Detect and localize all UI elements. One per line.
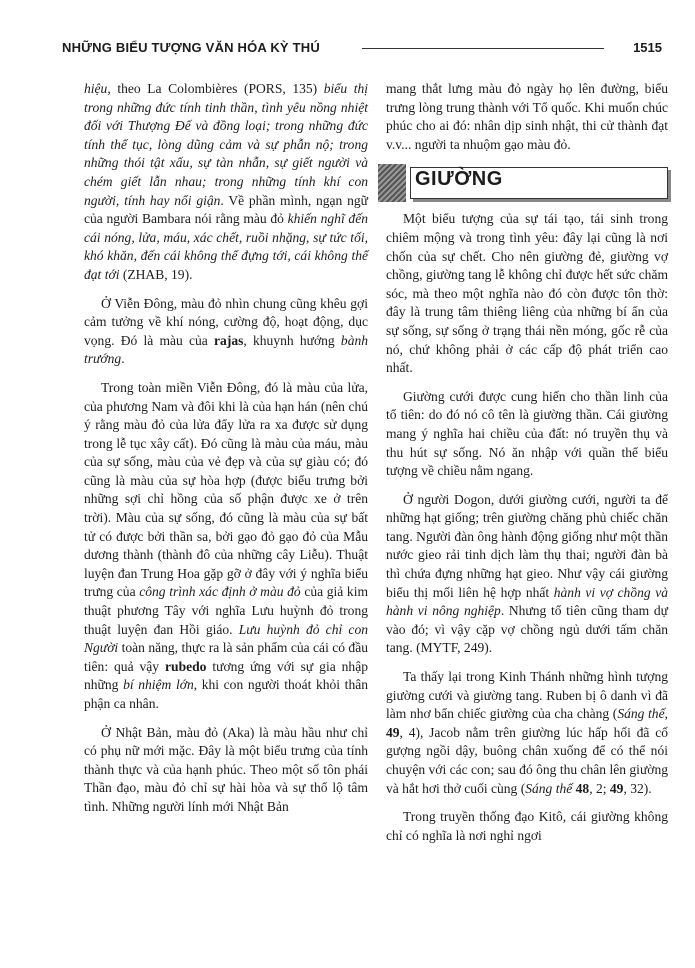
text: . Về phần mình, ngạn ngữ của người Bambara nói rằng màu đỏ (84, 192, 368, 227)
running-title: NHỮNG BIỂU TƯỢNG VĂN HÓA KỲ THÚ (62, 40, 320, 55)
bold-term: 48 (575, 780, 590, 796)
italic-text: khiến nghĩ đến cái nóng, lửa, máu, xác chết, ruồi nhặng, sự tức tối, khó khăn, đến cái không thể đựng tới, cái không thể đạt tới (84, 211, 368, 282)
text: (ZHAB, 19). (119, 266, 193, 282)
header-rule (362, 48, 604, 49)
italic-text: công trình xác định ở màu đỏ (139, 584, 301, 600)
text: , 2; (589, 780, 610, 796)
text: , theo La Colombières (PORS, 135) (107, 81, 324, 96)
text: của giả kim thuật phương Tây với nghĩa Lưu huỳnh đỏ trong thuật luyện đan Hồi giáo. (84, 584, 368, 637)
text: , khi con người thoát khỏi thân phận ca nhân. (84, 677, 369, 711)
paragraph: Một biểu tượng của sự tái tạo, tái sinh trong chiêm mộng và trong tình yêu: đây lại cũng là nơi chốn của sự chết. Cho nên giường đẻ, giường vợ chồng, giường tang lễ không chỉ được hết sức chăm sóc, mà theo một nghĩa nào đó còn được tôn thờ: đây là trung tâm thiêng liêng của những bí ẩn của sự sống, sự sống ở trạng thái nền móng, gốc rễ của nó, chứ không phải ở các cấp độ phát triển cao nhất. (386, 211, 668, 376)
text: Ở người Dogon, dưới giường cưới, người ta để những hạt giống; trên giường chăng phủ chiếc chăn tang. Người đàn ông hành động giống như một thần nước gieo rải tinh dịch làm thụ thai; người đàn bà thì chứa đựng những hạt gieo. Như vậy cái giường biểu thị mối liên hệ hợp nhất (386, 491, 668, 600)
paragraph (84, 295, 368, 369)
italic-text: bành trướng (84, 332, 369, 367)
text: Ở Viễn Đông, màu đỏ nhìn chung cũng khêu gợi cảm tưởng về khí nóng, cường độ, hoạt động, dục vọng. Đó là màu của (84, 295, 368, 348)
italic-text: bí nhiệm lớn (123, 677, 194, 693)
paragraph: Trong truyền thống đạo Kitô, cái giường không chỉ có nghĩa là nơi nghỉ ngơi (386, 809, 668, 843)
text: Ở Nhật Bản, màu đỏ (Aka) là màu hầu như chỉ có phụ nữ mới mặc. Đây là một biểu trưng của tính thành thực và của hạnh phúc. Theo một số tôn phái Thần đạo, màu đỏ chỉ sự hài hòa và sự thổ lộ tâm tình. Những người lính mới Nhật Bản (84, 724, 368, 814)
italic-text: hành vi vợ chồng và hành vi nông nghiệp (386, 584, 668, 619)
paragraph (386, 491, 668, 658)
heading-title: GIƯỜNG (415, 168, 503, 191)
bold-term: 49 (609, 780, 624, 796)
entry-heading (378, 164, 668, 204)
italic-text: Sáng thế (617, 706, 665, 722)
italic-text: Sáng thế (525, 780, 573, 796)
text: , (664, 706, 668, 722)
paragraph: Giường cưới được cung hiến cho thần linh của tổ tiên: do đó nó cô tên là giường thần. Cái giường mang ý nghĩa hai chiều của đất: nó truyền thụ và thu hút sự sống. Nó ăn nhập với quần thể biểu tượng về chiều nằm ngang. (386, 388, 668, 479)
italic-text: Lưu huỳnh đỏ chỉ con Người (84, 621, 368, 656)
paragraph: mang thắt lưng màu đỏ ngày họ lên đường, biểu trưng lòng trung thành với Tổ quốc. Khi muốn chúc phúc cho ai đó: nhân dịp sinh nhật, thi cử thành đạt v.v... người ta nhuộm gạo màu đỏ. (386, 81, 668, 152)
paragraph (84, 379, 368, 714)
bold-term: rajas (214, 332, 244, 348)
italic-text: hiệu (84, 81, 108, 96)
italic-text: biểu thị trong những đức tính tinh thần, tình yêu nồng nhiệt đối với Thượng Đế và đồng loại; trong những đức tính thể tục, lòng dũng cảm và sự phẫn nộ; trong những thói tật xấu, sự tàn nhẫn, sự giết người và chém giết lẫn nhau; trong những tính khí con người, tính hay nổi giận (84, 81, 368, 208)
bold-term: rubedo (165, 658, 207, 674)
heading-marker (378, 164, 406, 202)
text: , 4), Jacob nằm trên giường lúc hấp hối đã cố gượng ngồi dậy, buông chân xuống để có thể nói chuyện với các con; sau đó ông thu chân lên giường và hắt hơi thở cuối cùng ( (386, 724, 668, 796)
paragraph (386, 668, 668, 798)
text: tương ứng với sự gia nhập những (84, 658, 368, 693)
text: , khuynh hướng (243, 332, 341, 348)
right-column (386, 80, 668, 855)
running-header (62, 36, 662, 58)
left-column (84, 80, 368, 827)
text: Trong toàn miền Viễn Đông, đó là màu của lửa, của phương Nam và đôi khi là của hạn hán (nên chú ý rằng màu đỏ của lửa đẩy lửa ra xa được sử dụng trong lễ tục xây cất). Đó cũng là màu của máu, màu của sự sống, màu của vẻ đẹp và của sự giàu có; đó cũng là màu của sự hòa hợp (được biểu trưng bởi những sợi chỉ hồng của số phận được xe ở trên trời). Màu của sự sống, đó cũng là màu của sự bất tử có được bởi thần sa, bởi gạo đỏ gạo đỏ của Mẫu dương thành (thành đô của những cây Liễu). Thuật luyện đan Trung Hoa gặp gỡ ở đây với ý nghĩa biểu trưng của (84, 379, 368, 600)
page-number: 1515 (633, 40, 662, 55)
text: Ta thấy lại trong Kinh Thánh những hình tượng giường cưới và giường tang. Ruben bị ô danh vì đã làm nhơ bẩn chiếc giường của cha chàng ( (386, 669, 668, 722)
bold-term: 49 (386, 724, 400, 740)
paragraph (84, 724, 368, 817)
text: toàn năng, thực ra là sản phẩm của cái có đầu tiên: quả vậy (84, 640, 368, 674)
text: , 32). (623, 780, 652, 796)
text: . Nhưng tổ tiên cũng tham dự vào đó; vì vậy cặp vợ chồng ngủ dưới tấm chăn tang. (MYTF, 249). (386, 603, 668, 656)
text: . (121, 351, 125, 367)
paragraph (84, 80, 368, 285)
